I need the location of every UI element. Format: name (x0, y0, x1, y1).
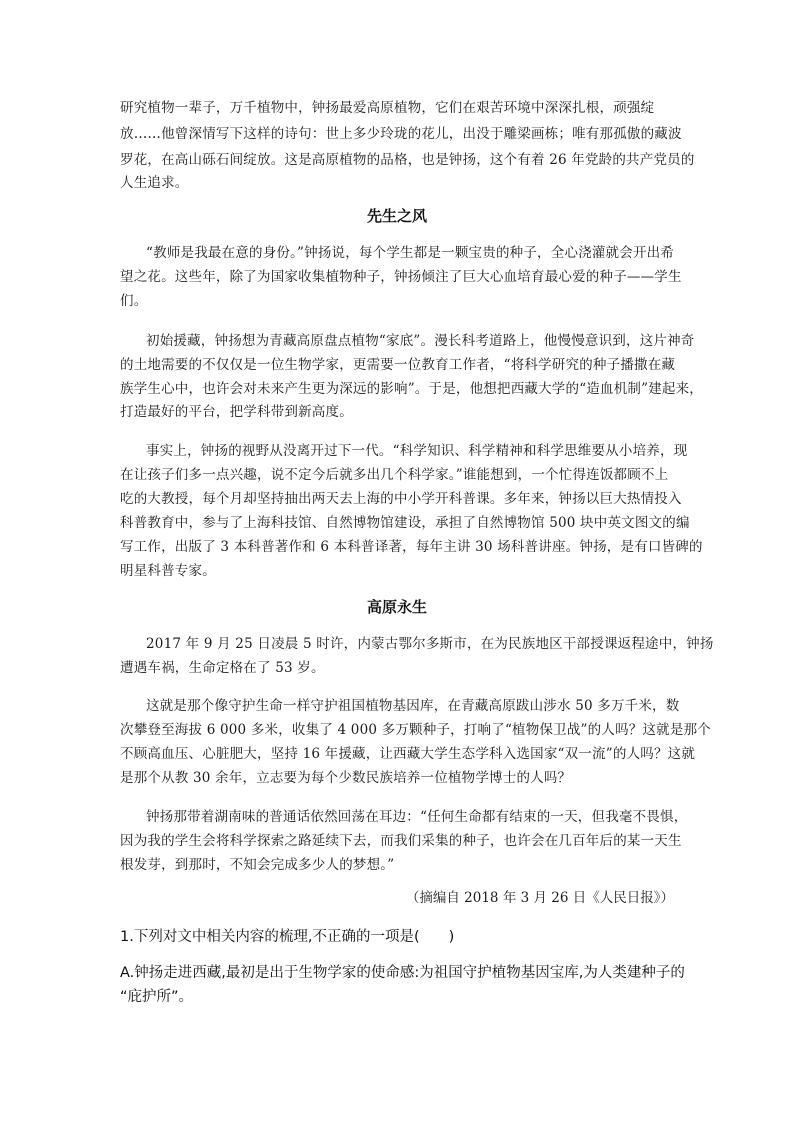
paragraph-7-line-1: 钟扬那带着湖南味的普通话依然回荡在耳边：“任何生命都有结束的一天，但我毫不畏惧， (146, 809, 688, 825)
option-a-line-1: A.钟扬走进西藏,最初是出于生物学家的使命感:为祖国守护植物基因宝库,为人类建种子的 (120, 965, 685, 981)
paragraph-2-line-2: 望之花。这些年，除了为国家收集植物种子，钟扬倾注了巨大心血培育最心爱的种子——学生 (120, 269, 682, 285)
paragraph-1-line-3: 罗花，在高山砾石间绽放。这是高原植物的品格，也是钟扬，这个有着 26 年党龄的共产党员的 (120, 152, 695, 168)
option-a-line-2: “庇护所”。 (120, 989, 194, 1005)
paragraph-5-line-2: 遭遇车祸，生命定格在了 53 岁。 (120, 660, 325, 676)
paragraph-6-line-1: 这就是那个像守护生命一样守护祖国植物基因库，在青藏高原跋山涉水 50 多万千米，数 (146, 698, 680, 714)
paragraph-7-line-3: 根发芽，到那时，不知会完成多少人的梦想。” (120, 857, 395, 873)
paragraph-6-line-4: 是那个从教 30 余年，立志要为每个少数民族培养一位植物学博士的人吗？ (120, 770, 572, 786)
paragraph-4-line-4: 科普教育中，参与了上海科技馆、自然博物馆建设，承担了自然博物馆 500 块中英文图文的编 (120, 515, 690, 531)
paragraph-3-line-2: 的土地需要的不仅仅是一位生物学家，更需要一位教育工作者，“将科学研究的种子播撒在藏 (120, 357, 676, 373)
paragraph-1-line-4: 人生追求。 (120, 175, 189, 191)
paragraph-1-line-2: 放……他曾深情写下这样的诗句：世上多少玲珑的花儿，出没于雕梁画栋；唯有那孤傲的藏波 (120, 126, 682, 142)
question-stem: 1.下列对文中相关内容的梳理,不正确的一项是( ) (120, 929, 455, 945)
section-heading-2: 高原永生 (366, 598, 427, 616)
paragraph-4-line-1: 事实上，钟扬的视野从没离开过下一代。“科学知识、科学精神和科学思维要从小培养，现 (146, 443, 688, 459)
paragraph-4-line-2: 在让孩子们多一点兴趣，说不定今后就多出几个科学家。”谁能想到，一个忙得连饭都顾不上 (120, 467, 669, 483)
paragraph-3-line-1: 初始援藏，钟扬想为青藏高原盘点植物“家底”。漫长科考道路上，他慢慢意识到，这片神奇 (146, 333, 695, 349)
section-heading-1: 先生之风 (366, 207, 427, 225)
source-citation: （摘编自 2018 年 3 月 26 日《人民日报》） (405, 890, 674, 906)
paragraph-4-line-3: 吃的大教授，每个月却坚持抽出两天去上海的中小学开科普课。多年来，钟扬以巨大热情投入 (120, 491, 682, 507)
paragraph-7-line-2: 因为我的学生会将科学探索之路延续下去，而我们采集的种子，也许会在几百年后的某一天生 (120, 833, 682, 849)
paragraph-2-line-1: “教师是我最在意的身份。”钟扬说，每个学生都是一颗宝贵的种子，全心浇灌就会开出希 (146, 245, 675, 261)
paragraph-6-line-2: 次攀登至海拔 6 000 多米，收集了 4 000 多万颗种子，打响了“植物保卫战”的人吗？这就是那个 (120, 722, 711, 738)
paragraph-1-line-1: 研究植物一辈子，万千植物中，钟扬最爱高原植物，它们在艰苦环境中深深扎根，顽强绽 (120, 100, 655, 116)
paragraph-4-line-6: 明星科普专家。 (120, 563, 216, 579)
paragraph-3-line-3: 族学生心中，也许会对未来产生更为深远的影响”。于是，他想把西藏大学的“造血机制”建起来， (120, 381, 704, 397)
paragraph-4-line-5: 写工作，出版了 3 本科普著作和 6 本科普译著，每年主讲 30 场科普讲座。钟扬，是有口皆碑的 (120, 539, 703, 555)
paragraph-5-line-1: 2017 年 9 月 25 日凌晨 5 时许，内蒙古鄂尔多斯市，在为民族地区干部授课返程途中，钟扬 (146, 636, 714, 652)
paragraph-6-line-3: 不顾高血压、心脏肥大，坚持 16 年援藏，让西藏大学生态学科入选国家“双一流”的人吗？这就 (120, 746, 696, 762)
paragraph-2-line-3: 们。 (120, 293, 148, 309)
paragraph-3-line-4: 打造最好的平台，把学科带到新高度。 (120, 404, 353, 420)
